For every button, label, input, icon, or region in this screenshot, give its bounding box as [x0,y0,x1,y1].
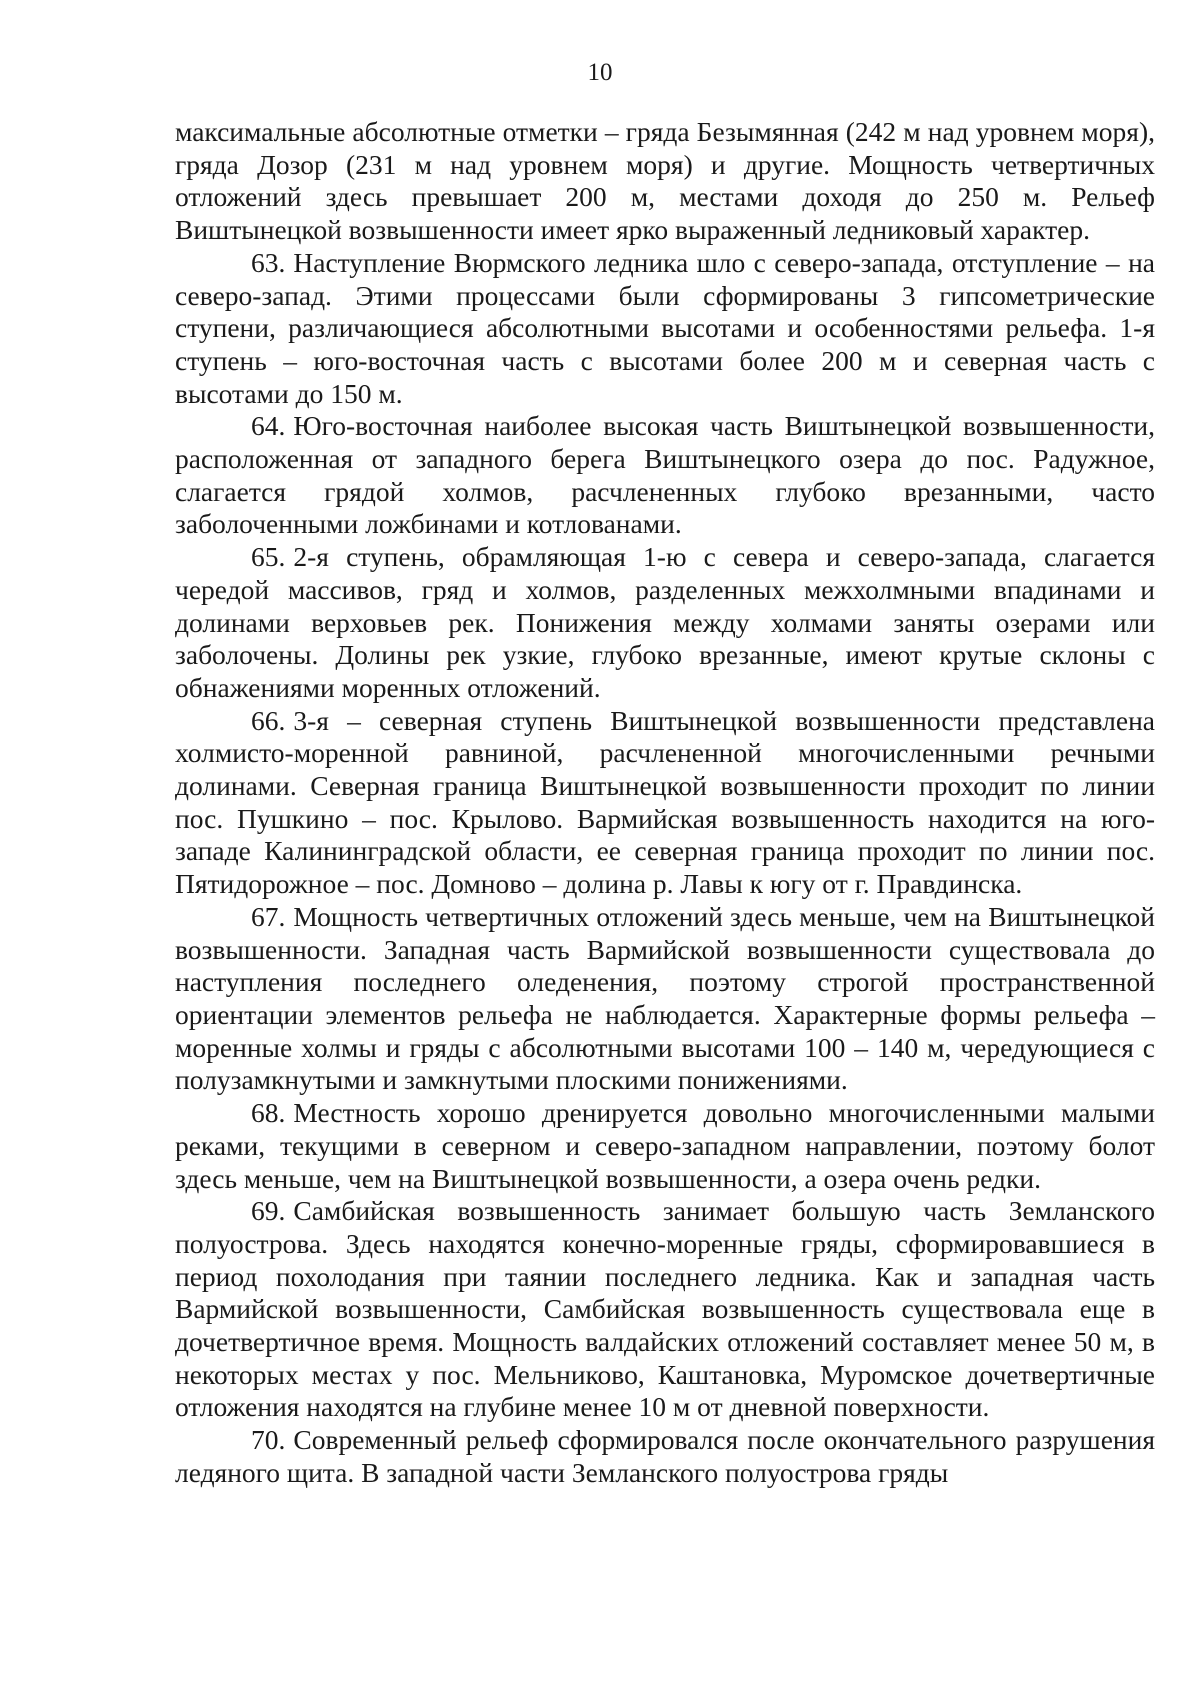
paragraph-number: 63. [251,246,286,278]
paragraph-number: 65. [251,541,286,573]
paragraph-number: 69. [251,1195,286,1227]
paragraph-number: 70. [251,1424,286,1456]
paragraph-text: Современный рельеф сформировался после окончательного разрушения ледяного щита. В западной части Земланского полуострова гряды [175,1424,1155,1488]
paragraph-66 [175,705,1155,901]
page-number: 10 [587,59,613,86]
paragraph-68 [175,1097,1155,1195]
paragraph-64 [175,410,1155,541]
paragraph-text: 3-я – северная ступень Виштынецкой возвышенности представлена холмисто-моренной равниной, расчлененной многочисленными речными долинами. Северная граница Виштынецкой возвышенности проходит по линии пос. Пушкино – пос. Крылово. Вармийская возвышенность находится на юго-западе Калининградской области, ее северная граница проходит по линии пос. Пятидорожное – пос. Домново – долина р. Лавы к югу от г. Правдинска. [175,704,1155,900]
paragraph-70 [175,1424,1155,1489]
paragraph-text: 2-я ступень, обрамляющая 1-ю с севера и северо-запада, слагается чередой массивов, гряд и холмов, разделенных межхолмными впадинами и долинами верховьев рек. Понижения между холмами заняты озерами или заболочены. Долины рек узкие, глубоко врезанные, имеют крутые склоны с обнажениями моренных отложений. [175,541,1155,703]
paragraph-text: Самбийская возвышенность занимает большую часть Земланского полуострова. Здесь находятся конечно-моренные гряды, сформировавшиеся в период похолодания при таянии последнего ледника. Как и западная часть Вармийской возвышенности, Самбийская возвышенность существовала еще в дочетвертичное время. Мощность валдайских отложений составляет менее 50 м, в некоторых местах у пос. Мельниково, Каштановка, Муромское дочетвертичные отложения находятся на глубине менее 10 м от дневной поверхности. [175,1195,1155,1423]
paragraph-text: Мощность четвертичных отложений здесь меньше, чем на Виштынецкой возвышенности. Западная часть Вармийской возвышенности существовала до наступления последнего оледенения, поэтому строгой пространственной ориентации элементов рельефа не наблюдается. Характерные формы рельефа – моренные холмы и гряды с абсолютными высотами 100 – 140 м, чередующиеся с полузамкнутыми и замкнутыми плоскими понижениями. [175,900,1155,1096]
paragraph-69 [175,1195,1155,1424]
paragraph-67 [175,901,1155,1097]
paragraph-65 [175,541,1155,705]
paragraph-number: 68. [251,1097,286,1129]
document-body [175,116,1155,1490]
paragraph-text: Наступление Вюрмского ледника шло с северо-запада, отступление – на северо-запад. Этими процессами были сформированы 3 гипсометрические ступени, различающиеся абсолютными высотами и особенностями рельефа. 1-я ступень – юго-восточная часть с высотами более 200 м и северная часть с высотами до 150 м. [175,246,1155,409]
paragraph-text: максимальные абсолютные отметки – гряда Безымянная (242 м над уровнем моря), гряда Дозор (231 м над уровнем моря) и другие. Мощность четвертичных отложений здесь превышает 200 м, местами доходя до 250 м. Рельеф Виштынецкой возвышенности имеет ярко выраженный ледниковый характер. [175,116,1155,246]
paragraph-number: 66. [251,704,286,736]
paragraph-63 [175,247,1155,411]
paragraph-number: 67. [251,900,286,932]
paragraph-number: 64. [251,410,286,442]
paragraph-continued [175,116,1155,247]
paragraph-text: Местность хорошо дренируется довольно многочисленными малыми реками, текущими в северном и северо-западном направлении, поэтому болот здесь меньше, чем на Виштынецкой возвышенности, а озера очень редки. [175,1097,1155,1194]
paragraph-text: Юго-восточная наиболее высокая часть Виштынецкой возвышенности, расположенная от западного берега Виштынецкого озера до пос. Радужное, слагается грядой холмов, расчлененных глубоко врезанными, часто заболоченными ложбинами и котлованами. [175,410,1155,540]
